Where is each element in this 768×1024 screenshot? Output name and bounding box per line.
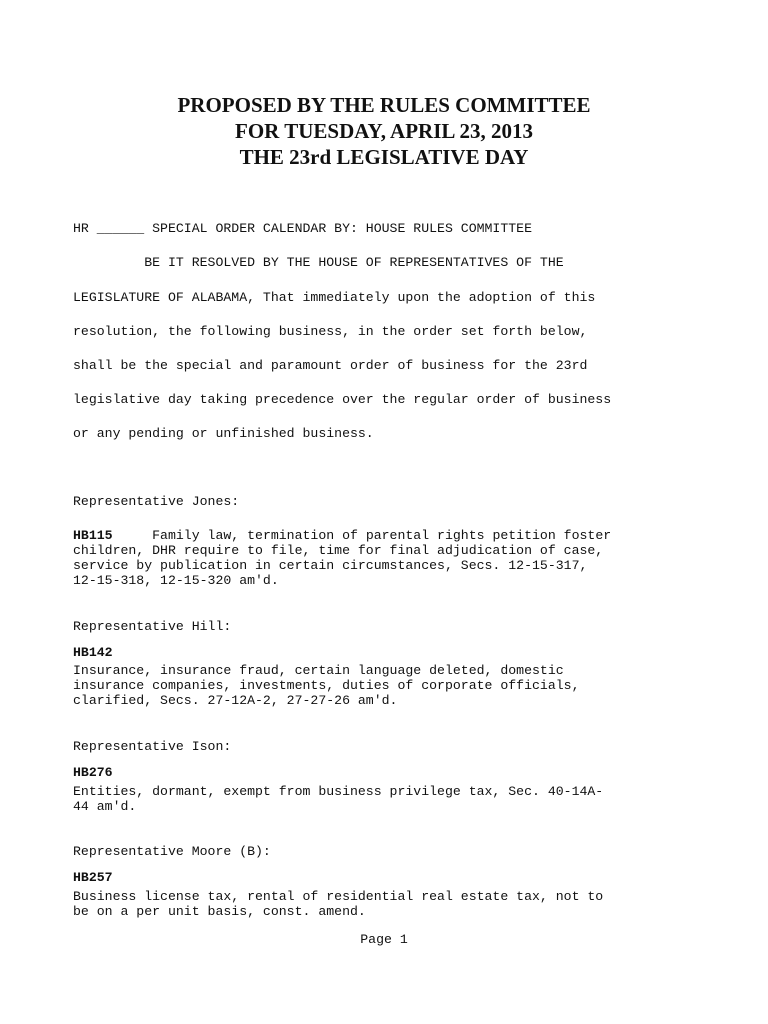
sponsor-label: Representative Jones:: [73, 494, 240, 509]
bill-description-line: insurance companies, investments, duties of corporate officials,: [73, 678, 580, 693]
bill-description-line: 44 am'd.: [73, 799, 137, 814]
resolution-line: or any pending or unfinished business.: [73, 426, 374, 441]
resolution-line: BE IT RESOLVED BY THE HOUSE OF REPRESENTATIVES OF THE: [73, 255, 564, 270]
bill-number[interactable]: HB115: [73, 528, 113, 543]
resolution-line: shall be the special and paramount order of business for the 23rd: [73, 358, 588, 373]
resolution-line: resolution, the following business, in the order set forth below,: [73, 324, 588, 339]
resolution-line: LEGISLATURE OF ALABAMA, That immediately upon the adoption of this: [73, 290, 596, 305]
sponsor-label: Representative Ison:: [73, 739, 232, 754]
bill-description-line: 12-15-318, 12-15-320 am'd.: [73, 573, 279, 588]
bill-number[interactable]: HB142: [73, 645, 113, 660]
resolution-heading: HR ______ SPECIAL ORDER CALENDAR BY: HOUSE RULES COMMITTEE: [73, 221, 532, 236]
sponsor-label: Representative Hill:: [73, 619, 232, 634]
sponsor-label: Representative Moore (B):: [73, 844, 271, 859]
bill-description-line: Family law, termination of parental rights petition foster: [112, 528, 612, 543]
bill-description-line: Entities, dormant, exempt from business privilege tax, Sec. 40-14A-: [73, 784, 604, 799]
bill-number[interactable]: HB276: [73, 765, 113, 780]
bill-description-line: children, DHR require to file, time for final adjudication of case,: [73, 543, 604, 558]
bill-description-line: service by publication in certain circumstances, Secs. 12-15-317,: [73, 558, 588, 573]
bill-description-line: be on a per unit basis, const. amend.: [73, 904, 366, 919]
title-line-3: THE 23rd LEGISLATIVE DAY: [239, 145, 529, 169]
resolution-line: legislative day taking precedence over the regular order of business: [73, 392, 612, 407]
bill-description-line: Insurance, insurance fraud, certain language deleted, domestic: [73, 663, 564, 678]
bill-description-line: clarified, Secs. 27-12A-2, 27-27-26 am'd.: [73, 693, 398, 708]
page-number: Page 1: [360, 932, 408, 947]
bill-first-line: [73, 528, 611, 543]
title-line-1: PROPOSED BY THE RULES COMMITTEE: [177, 93, 591, 117]
bill-number[interactable]: HB257: [73, 870, 113, 885]
title-line-2: FOR TUESDAY, APRIL 23, 2013: [235, 119, 533, 143]
bill-description-line: Business license tax, rental of residential real estate tax, not to: [73, 889, 604, 904]
